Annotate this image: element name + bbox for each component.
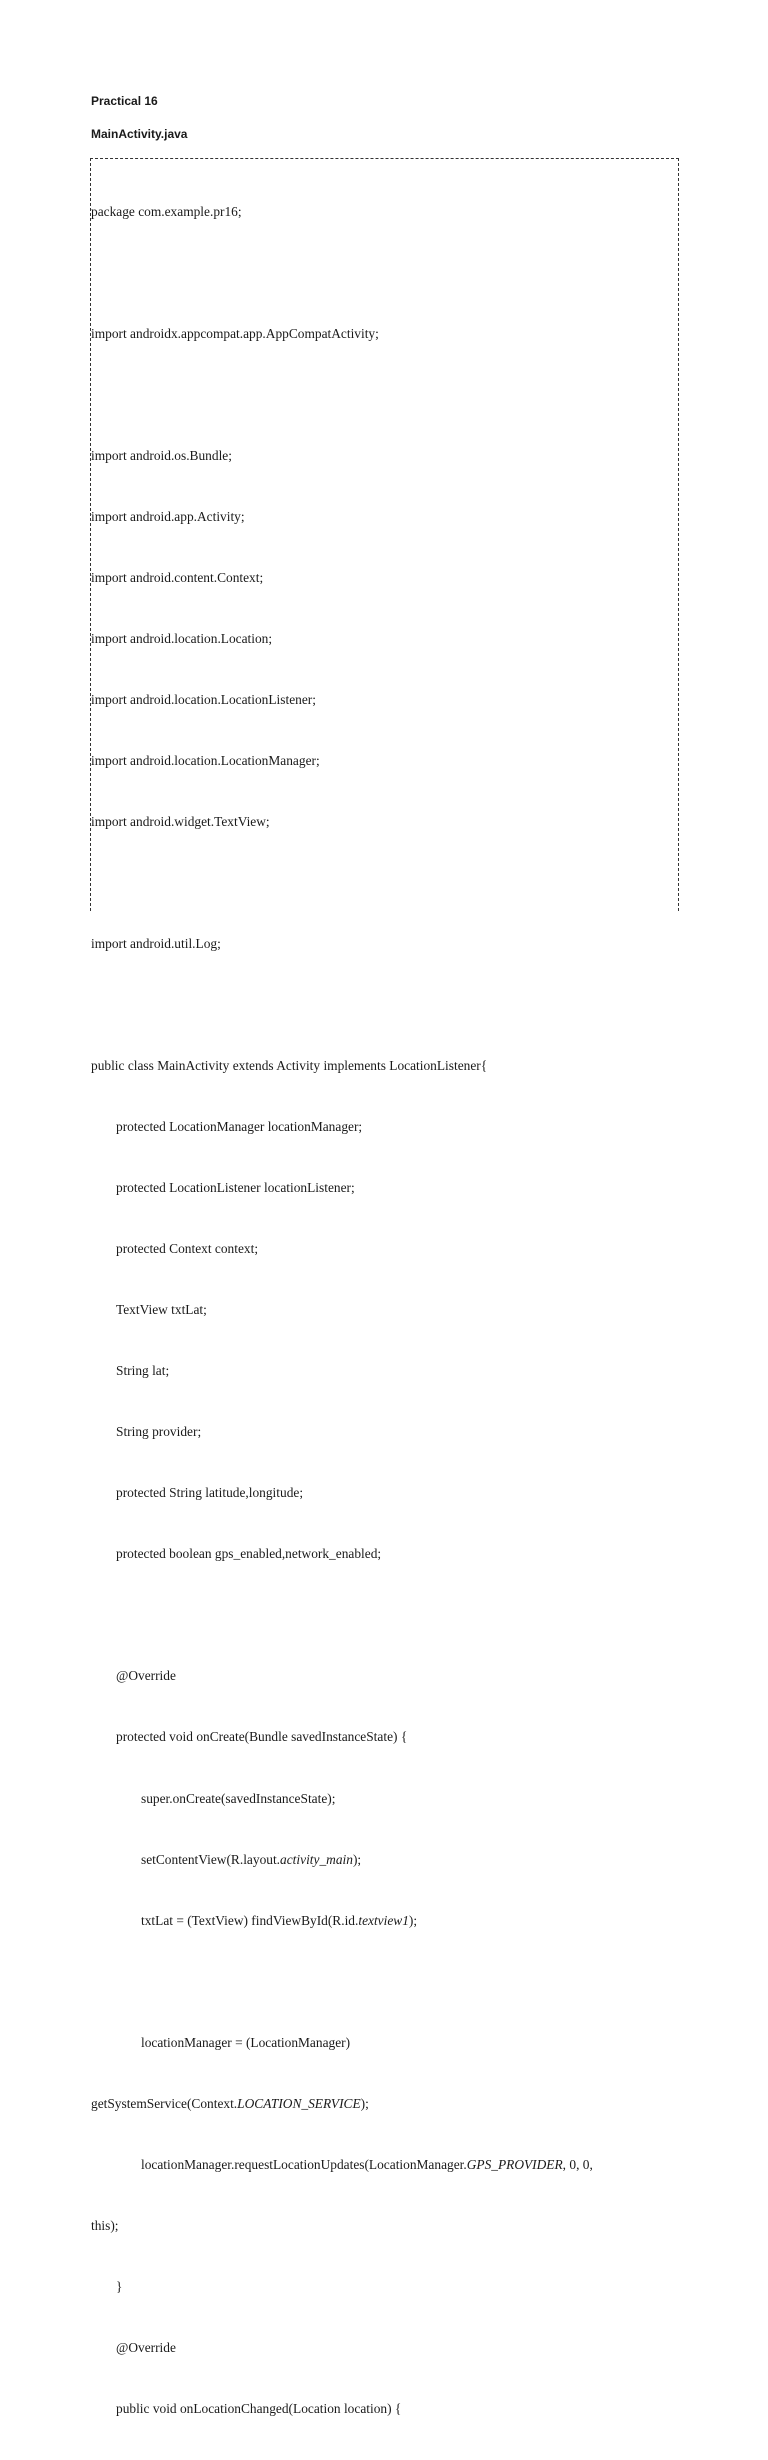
file-name-heading: MainActivity.java xyxy=(91,127,188,141)
code-line: TextView txtLat; xyxy=(116,1302,207,1318)
code-fragment: ); xyxy=(408,1912,418,1928)
code-line: protected Context context; xyxy=(116,1241,259,1257)
blank-line xyxy=(91,385,678,405)
code-line: @Override xyxy=(116,2339,176,2355)
page-title: Practical 16 xyxy=(91,94,158,108)
code-line: public void onLocationChanged(Location location) { xyxy=(116,2400,402,2416)
code-fragment: getSystemService(Context. xyxy=(91,2095,238,2111)
code-line xyxy=(91,1850,678,1870)
code-fragment: setContentView(R.layout. xyxy=(141,1851,281,1867)
code-line xyxy=(91,2155,678,2175)
code-fragment: ); xyxy=(360,2095,369,2111)
code-line: package com.example.pr16; xyxy=(91,203,242,219)
code-line xyxy=(91,2094,678,2114)
code-fragment-italic: LOCATION_SERVICE xyxy=(237,2095,361,2111)
code-fragment-italic: textview1 xyxy=(358,1912,409,1928)
code-line: } xyxy=(116,2278,123,2294)
blank-line xyxy=(91,1972,678,1992)
code-fragment: txtLat = (TextView) findViewById(R.id. xyxy=(141,1912,359,1928)
code-line: import android.location.LocationListener; xyxy=(91,691,316,707)
code-lines xyxy=(91,161,678,2460)
code-line: import android.location.LocationManager; xyxy=(91,752,320,768)
code-line: String lat; xyxy=(116,1363,170,1379)
code-block xyxy=(90,158,679,2416)
blank-line xyxy=(91,995,678,1015)
code-line: protected void onCreate(Bundle savedInstanceState) { xyxy=(116,1729,408,1745)
code-fragment: , 0, 0, xyxy=(562,2156,593,2172)
code-line: locationManager = (LocationManager) xyxy=(141,2034,351,2050)
code-line: import android.app.Activity; xyxy=(91,508,245,524)
code-fragment-italic: activity_main xyxy=(280,1851,353,1867)
code-line: import android.content.Context; xyxy=(91,569,264,585)
code-line: import androidx.appcompat.app.AppCompatActivity; xyxy=(91,325,379,341)
code-line: this); xyxy=(91,2217,119,2233)
code-line: protected LocationManager locationManager; xyxy=(116,1119,363,1135)
code-line: import android.widget.TextView; xyxy=(91,814,270,829)
code-line: super.onCreate(savedInstanceState); xyxy=(141,1790,336,1806)
code-line: protected boolean gps_enabled,network_enabled; xyxy=(116,1546,382,1562)
code-line: String provider; xyxy=(116,1424,202,1440)
code-fragment-italic: GPS_PROVIDER xyxy=(466,2156,563,2172)
code-line: import android.location.Location; xyxy=(91,630,273,646)
code-line: @Override xyxy=(116,1668,176,1684)
code-line: import android.util.Log; xyxy=(91,936,221,952)
code-line: protected LocationListener locationListener; xyxy=(116,1180,355,1196)
code-line: public class MainActivity extends Activity implements LocationListener{ xyxy=(91,1058,488,1074)
code-line xyxy=(91,1911,678,1931)
blank-line xyxy=(91,873,678,893)
code-line: import android.os.Bundle; xyxy=(91,447,232,463)
blank-line xyxy=(91,1605,678,1625)
code-fragment: ); xyxy=(352,1851,362,1867)
blank-line xyxy=(91,263,678,283)
code-fragment: locationManager.requestLocationUpdates(LocationManager. xyxy=(141,2156,467,2172)
code-line: protected String latitude,longitude; xyxy=(116,1485,304,1501)
